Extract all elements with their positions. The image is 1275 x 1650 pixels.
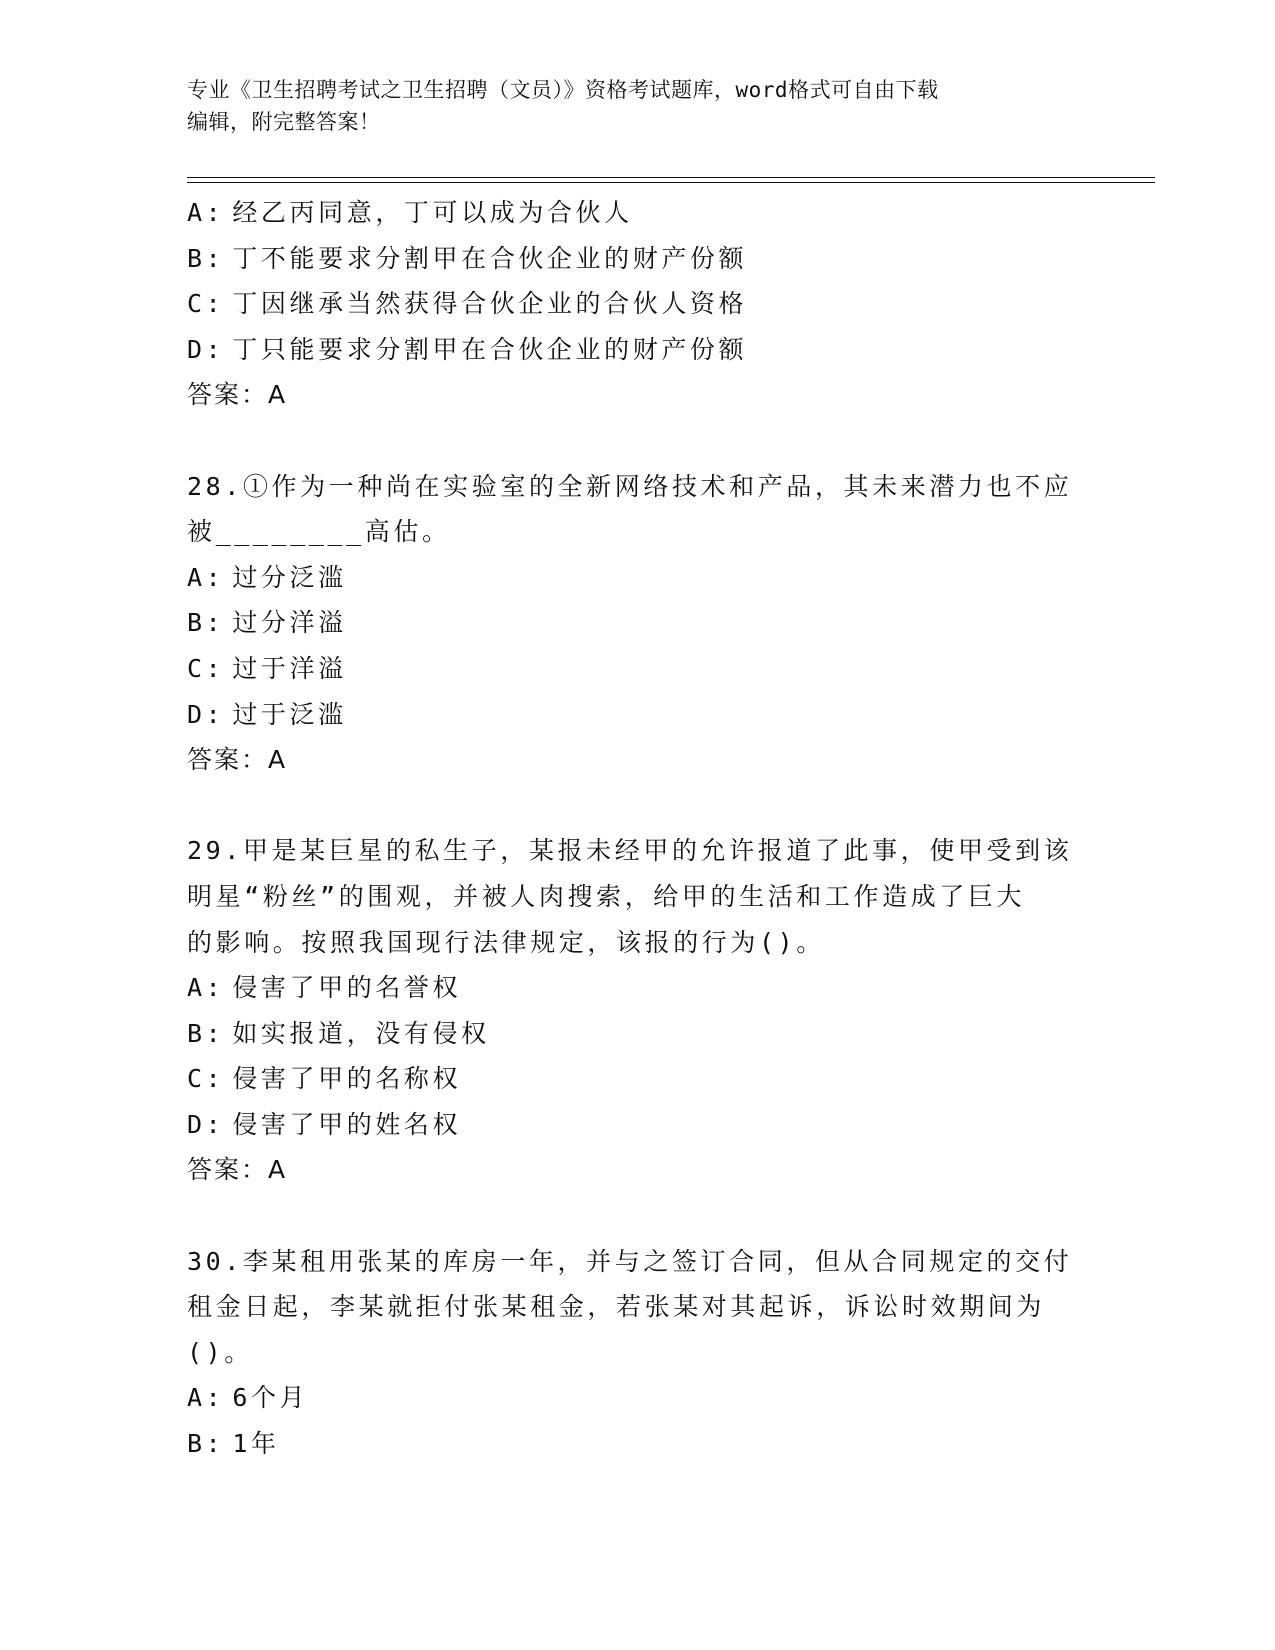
option-a [187,190,1087,236]
option-text: 经乙丙同意，丁可以成为合伙人 [232,198,633,227]
option-letter: B: [187,1018,225,1048]
option-b [187,236,1087,282]
option-letter: A: [187,562,225,592]
option-a [187,965,1087,1011]
option-letter: B: [187,1429,225,1459]
spacer [187,783,1087,829]
option-text: 1年 [232,1429,280,1459]
option-text: 过于泛滥 [232,699,347,729]
option-letter: D: [187,699,225,729]
option-text: 丁只能要求分割甲在合伙企业的财产份额 [232,334,748,364]
option-b [187,1421,1087,1467]
question-stem-line: 的影响。按照我国现行法律规定，该报的行为()。 [187,927,825,957]
question-27 [187,190,1087,418]
question-list [187,190,1087,1467]
spacer [187,1193,1087,1239]
option-letter: C: [187,289,225,319]
option-text: 侵害了甲的名称权 [232,1064,462,1094]
option-c [187,1056,1087,1102]
header-divider-bottom [187,182,1155,183]
option-text: 过分泛滥 [232,562,347,592]
option-text: 丁因继承当然获得合伙企业的合伙人资格 [232,289,748,319]
option-letter: A: [187,198,225,227]
document-header [187,74,1067,138]
option-letter: C: [187,653,225,683]
option-b [187,1011,1087,1057]
option-a [187,1375,1087,1421]
answer-line: 答案：A [187,380,288,410]
option-text: 过于洋溢 [232,653,347,683]
option-d [187,692,1087,738]
option-text: 6个月 [232,1383,309,1413]
option-letter: D: [187,334,225,364]
option-letter: A: [187,973,225,1003]
option-c [187,646,1087,692]
header-line-1: 专业《卫生招聘考试之卫生招聘（文员）》资格考试题库，word格式可自由下载 [187,78,939,102]
option-text: 侵害了甲的姓名权 [232,1109,462,1139]
question-28 [187,464,1087,783]
option-d [187,327,1087,373]
option-letter: C: [187,1064,225,1094]
question-stem-line: 30.李某租用张某的库房一年，并与之签订合同，但从合同规定的交付 [187,1246,1073,1276]
spacer [187,418,1087,464]
header-line-2: 编辑，附完整答案！ [187,110,381,134]
option-a [187,555,1087,601]
option-b [187,600,1087,646]
answer-line: 答案：A [187,745,288,775]
question-stem-line: 明星“粉丝”的围观，并被人肉搜索，给甲的生活和工作造成了巨大 [187,881,1026,911]
option-text: 侵害了甲的名誉权 [232,973,462,1003]
option-text: 过分洋溢 [232,608,347,638]
question-30 [187,1239,1087,1467]
option-c [187,281,1087,327]
option-letter: B: [187,608,225,638]
option-letter: D: [187,1109,225,1139]
question-29 [187,828,1087,1193]
option-letter: B: [187,243,225,273]
option-text: 如实报道，没有侵权 [232,1018,490,1048]
header-divider-top [187,177,1155,178]
option-text: 丁不能要求分割甲在合伙企业的财产份额 [232,243,748,273]
question-stem-line: 29.甲是某巨星的私生子，某报未经甲的允许报道了此事，使甲受到该 [187,836,1073,866]
question-stem-line: ()。 [187,1337,253,1367]
option-d [187,1102,1087,1148]
question-stem-line: 被________高估。 [187,517,451,547]
option-letter: A: [187,1383,225,1413]
question-stem-line: 28.①作为一种尚在实验室的全新网络技术和产品，其未来潜力也不应 [187,471,1073,501]
answer-line: 答案：A [187,1155,288,1185]
question-stem-line: 租金日起，李某就拒付张某租金，若张某对其起诉，诉讼时效期间为 [187,1292,1046,1322]
